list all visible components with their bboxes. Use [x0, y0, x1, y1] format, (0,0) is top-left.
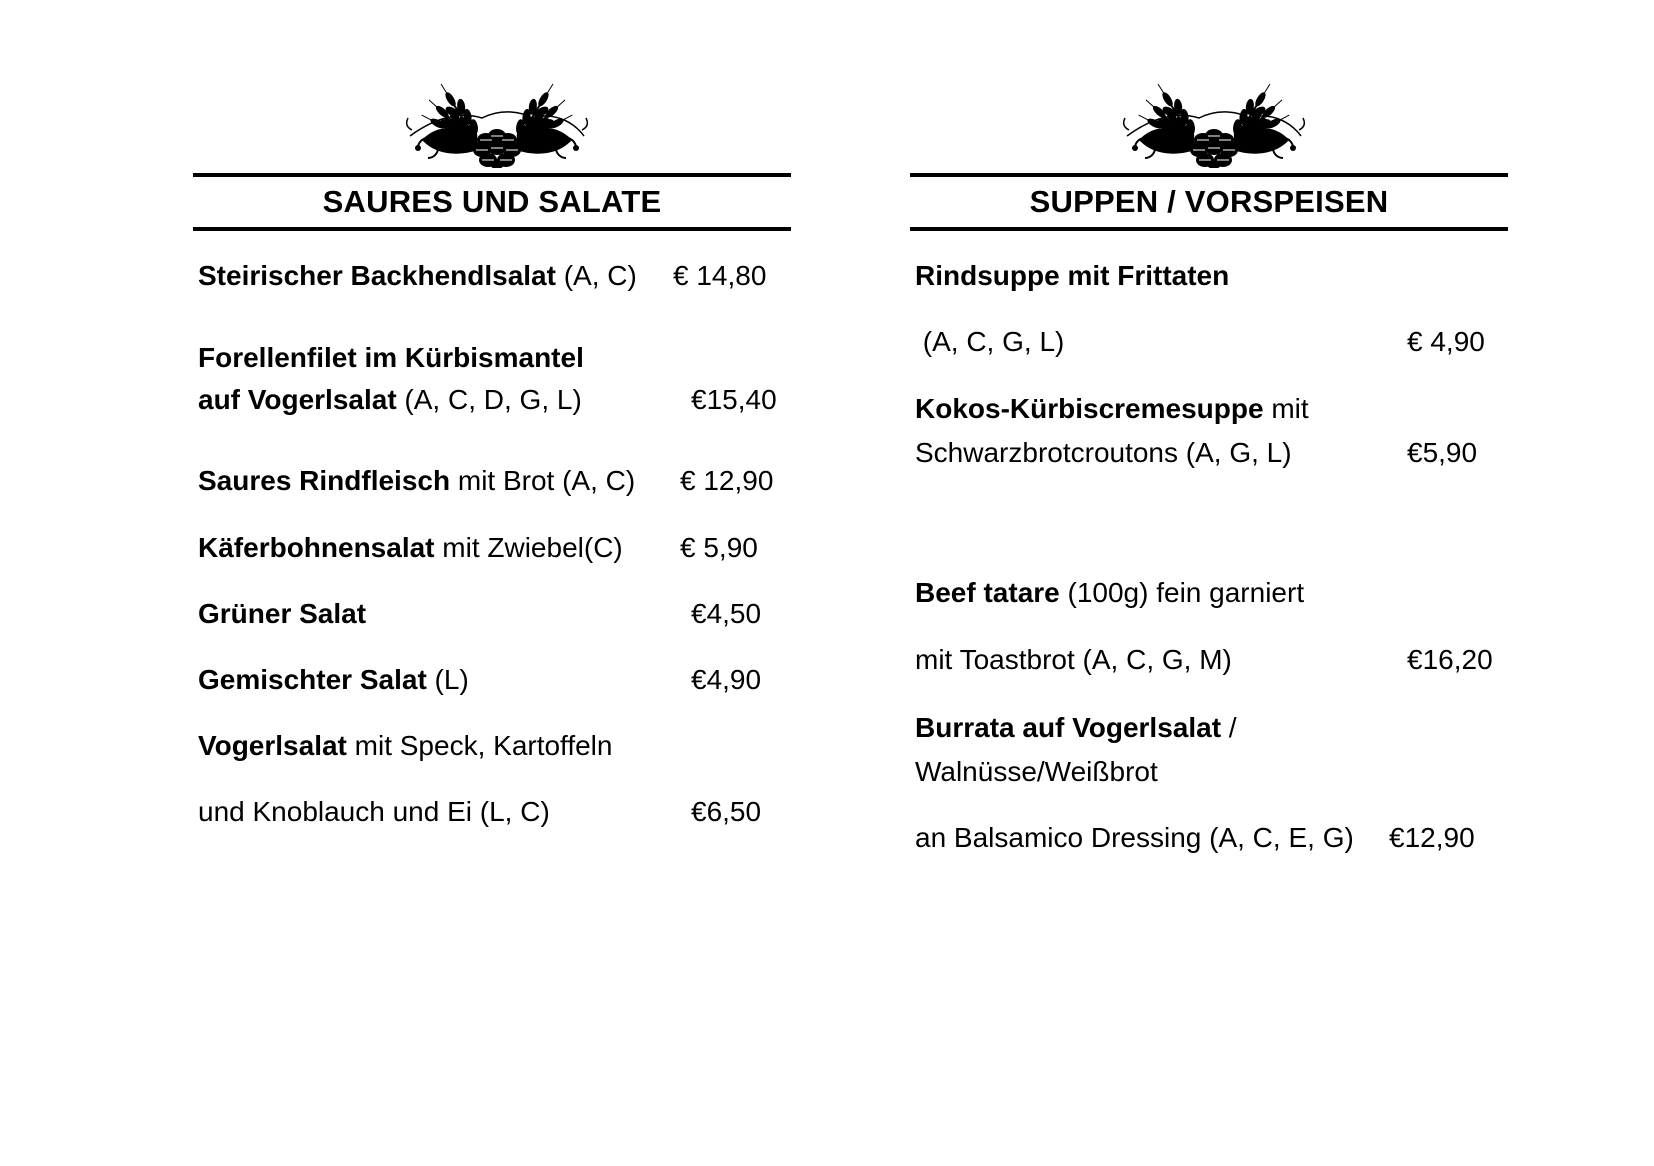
dish-details: mit Brot (A, C) [450, 465, 636, 496]
menu-item-price: €12,90 [1389, 822, 1475, 853]
dish-name: Forellenfilet im Kürbismantel [198, 342, 584, 373]
dish-name: Saures Rindfleisch [198, 465, 451, 496]
heading-rule-top [193, 173, 791, 177]
menu-item-name [198, 728, 612, 764]
dish-name: Grüner Salat [198, 598, 367, 629]
menu-item-price: €6,50 [691, 796, 762, 827]
dish-name: Burrata auf Vogerlsalat [915, 712, 1222, 743]
dish-name: auf Vogerlsalat [198, 384, 397, 415]
dish-details: mit [1263, 393, 1309, 424]
dish-name: Kokos-Kürbiscremesuppe [915, 393, 1264, 424]
menu-item-price: €5,90 [1407, 437, 1478, 468]
dish-name: Rindsuppe mit Frittaten [915, 260, 1230, 291]
dish-name: Beef tatare [915, 577, 1060, 608]
menu-column-left [193, 0, 791, 1166]
dish-details: (A, C, D, G, L) [396, 384, 582, 415]
menu-item-name [915, 575, 1304, 611]
menu-item-name [198, 340, 584, 376]
menu-item-name [198, 596, 366, 632]
menu-item-details: mit Toastbrot (A, C, G, M) [915, 644, 1232, 675]
menu-item-details: und Knoblauch und Ei (L, C) [198, 796, 550, 827]
menu-item-details: (A, C, G, L) [915, 326, 1065, 357]
hops-wheat-ornament-icon [382, 60, 612, 168]
menu-item-price: € 4,90 [1407, 326, 1485, 357]
menu-item-price: €16,20 [1407, 644, 1493, 675]
menu-item-name [198, 382, 582, 418]
menu-item-price: € 14,80 [673, 260, 767, 291]
dish-name: Steirischer Backhendlsalat [198, 260, 556, 291]
dish-details: mit Zwiebel(C) [434, 532, 623, 563]
heading-rule-bottom [193, 227, 791, 231]
hops-wheat-ornament-icon [1099, 60, 1329, 168]
dish-details: (100g) fein garniert [1059, 577, 1305, 608]
section-heading: SUPPEN / VORSPEISEN [1029, 184, 1389, 219]
dish-details: (A, C) [555, 260, 637, 291]
menu-item-name [915, 258, 1229, 294]
menu-item-name [198, 662, 469, 698]
dish-name: Käferbohnensalat [198, 532, 435, 563]
heading-rule-top [910, 173, 1508, 177]
menu-item-name [198, 463, 635, 499]
heading-rule-bottom [910, 227, 1508, 231]
menu-item-name [915, 710, 1237, 746]
dish-details: mit Speck, Kartoffeln [346, 730, 613, 761]
dish-name: Vogerlsalat [198, 730, 347, 761]
section-heading: SAURES UND SALATE [322, 184, 662, 219]
menu-item-details: Walnüsse/Weißbrot [915, 756, 1158, 787]
menu-item-price: €4,90 [691, 664, 762, 695]
dish-details: / [1221, 712, 1237, 743]
menu-item-name [915, 391, 1309, 427]
menu-item-price: € 12,90 [680, 465, 774, 496]
menu-item-price: €15,40 [691, 384, 777, 415]
dish-details: (L) [426, 664, 469, 695]
menu-item-details: an Balsamico Dressing (A, C, E, G) [915, 822, 1354, 853]
menu-column-right [910, 0, 1508, 1166]
dish-name: Gemischter Salat [198, 664, 427, 695]
menu-item-details: Schwarzbrotcroutons (A, G, L) [915, 437, 1292, 468]
menu-item-price: € 5,90 [680, 532, 758, 563]
menu-item-price: €4,50 [691, 598, 762, 629]
menu-item-name [198, 258, 637, 294]
menu-item-name [198, 530, 623, 566]
